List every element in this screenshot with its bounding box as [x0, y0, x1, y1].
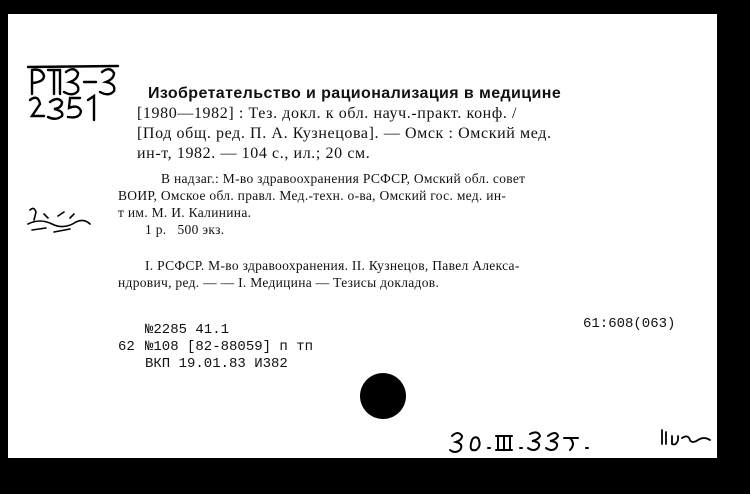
tracings-line-2: ндрович, ред. — — I. Медицина — Тезисы докладов.: [118, 275, 440, 290]
entry-line-4: ин-т, 1982. — 104 с., ил.; 20 см.: [137, 145, 371, 162]
imprint-line-3: ВКП 19.01.83 И382: [145, 356, 288, 372]
handwritten-margin-scribble: [24, 204, 94, 238]
udc-code: 61:608(063): [583, 316, 676, 332]
entry-line-2: [1980—1982] : Тез. докл. к обл. науч.-практ. конф. /: [137, 105, 518, 122]
imprint-line-2: №108 [82-88059] п тп: [145, 339, 314, 355]
catalog-card: [8, 14, 717, 458]
entry-title: Изобретательство и рационализация в медицине: [148, 85, 562, 102]
note-line-1: В надзаг.: М-во здравоохранения РСФСР, Омский обл. совет: [161, 171, 526, 186]
tracings-line-1: I. РСФСР. М-во здравоохранения. II. Кузнецов, Павел Алекса-: [145, 258, 520, 273]
note-line-3: т им. М. И. Калинина.: [118, 205, 252, 220]
price-run: 1 р. 500 экз.: [145, 222, 225, 237]
handwritten-initials: [658, 426, 714, 450]
note-line-2: ВОИР, Омское обл. правл. Мед.-техн. о-ва, Омский гос. мед. ин-: [118, 188, 507, 203]
rod-hole: [360, 373, 406, 419]
entry-line-3: [Под общ. ред. П. А. Кузнецова]. — Омск : Омский мед.: [137, 125, 552, 142]
handwritten-date: [448, 426, 598, 456]
handwritten-shelfmark: [18, 64, 138, 126]
imprint-line-1: №2285 41.1: [145, 322, 230, 338]
imprint-prefix: 62: [118, 339, 135, 355]
